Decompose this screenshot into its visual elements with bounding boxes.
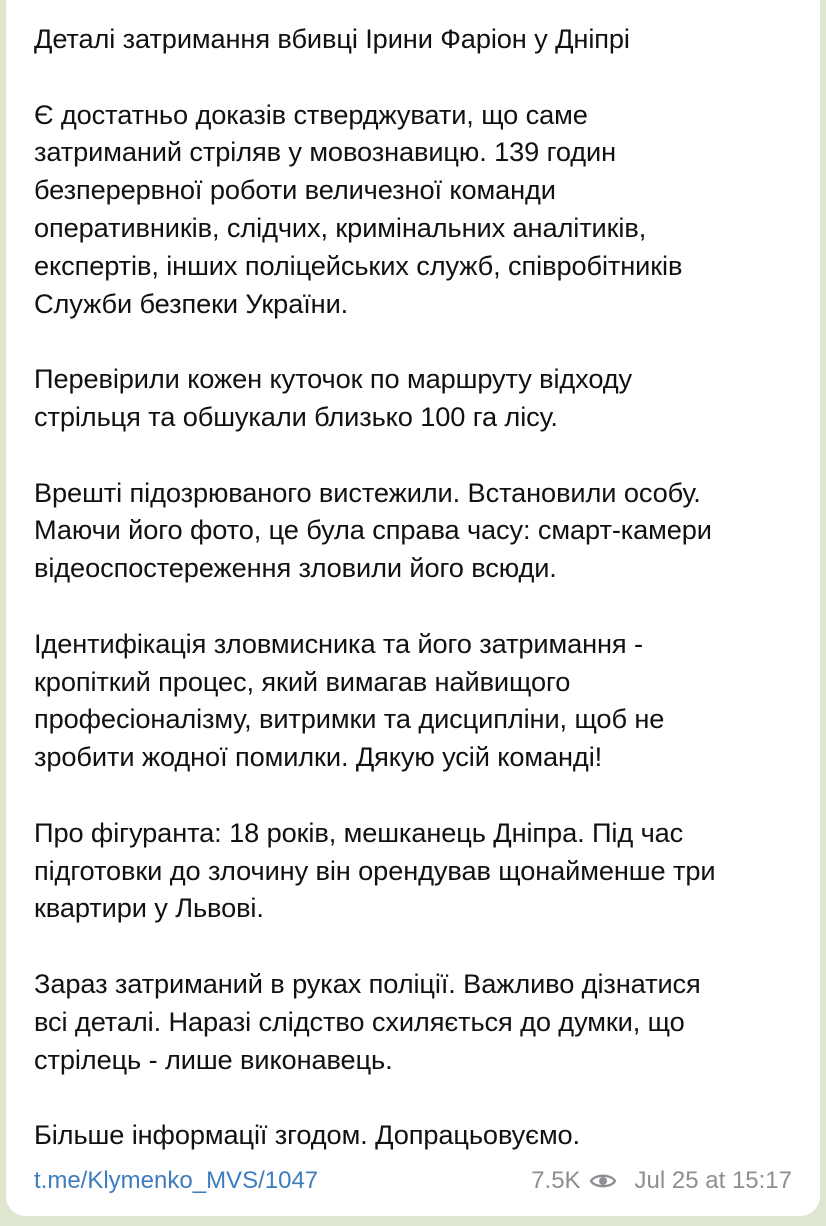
- paragraph-line: експертів, інших поліцейських служб, співробітників: [34, 249, 683, 281]
- paragraph-line: Є достатньо доказів стверджувати, що саме: [34, 98, 588, 130]
- paragraph-line: стрільця та обшукали близько 100 га лісу.: [34, 400, 558, 432]
- paragraph-line: оперативників, слідчих, кримінальних аналітиків,: [34, 211, 647, 243]
- paragraph-line: Про фігуранта: 18 років, мешканець Дніпра. Під час: [34, 816, 684, 848]
- message-footer: [34, 1162, 792, 1200]
- paragraph-line: квартири у Львові.: [34, 892, 264, 924]
- message-meta: [531, 1167, 792, 1195]
- paragraph-line: підготовки до злочину він орендував щонайменше три: [34, 854, 716, 886]
- paragraph-line: затриманий стріляв у мовознавицю. 139 годин: [34, 136, 617, 168]
- post-title: Деталі затримання вбивці Ірини Фаріон у Дніпрі: [34, 23, 630, 54]
- message-bubble: [6, 0, 820, 1216]
- post-link[interactable]: t.me/Klymenko_MVS/1047: [34, 1167, 319, 1194]
- paragraph-line: стрілець - лише виконавець.: [34, 1043, 393, 1075]
- paragraph-line: Більше інформації згодом. Допрацьовуємо.: [34, 1119, 581, 1151]
- paragraph-line: кропіткий процес, який вимагав найвищого: [34, 665, 571, 697]
- paragraph-line: відеоспостереження зловили його всюди.: [34, 552, 557, 584]
- paragraph-line: Врешті підозрюваного вистежили. Встановили особу.: [34, 476, 701, 508]
- paragraph-line: безперервної роботи величезної команди: [34, 174, 556, 206]
- eye-icon: [589, 1170, 617, 1192]
- paragraph-line: зробити жодної помилки. Дякую усій команді!: [34, 741, 603, 773]
- paragraph-line: Зараз затриманий в руках поліції. Важливо дізнатися: [34, 967, 701, 999]
- post-timestamp: Jul 25 at 15:17: [634, 1167, 792, 1194]
- paragraph-line: Ідентифікація зловмисника та його затримання -: [34, 627, 643, 659]
- message-text: [34, 20, 804, 1154]
- paragraph-line: професіоналізму, витримки та дисципліни, щоб не: [34, 703, 665, 735]
- paragraph-line: Служби безпеки України.: [34, 287, 349, 319]
- paragraph-line: Перевірили кожен куточок по маршруту відходу: [34, 363, 633, 395]
- paragraph-line: Маючи його фото, це була справа часу: смарт-камери: [34, 514, 712, 546]
- paragraph-line: всі деталі. Наразі слідство схиляється до думки, що: [34, 1005, 685, 1037]
- view-count: 7.5K: [531, 1167, 581, 1194]
